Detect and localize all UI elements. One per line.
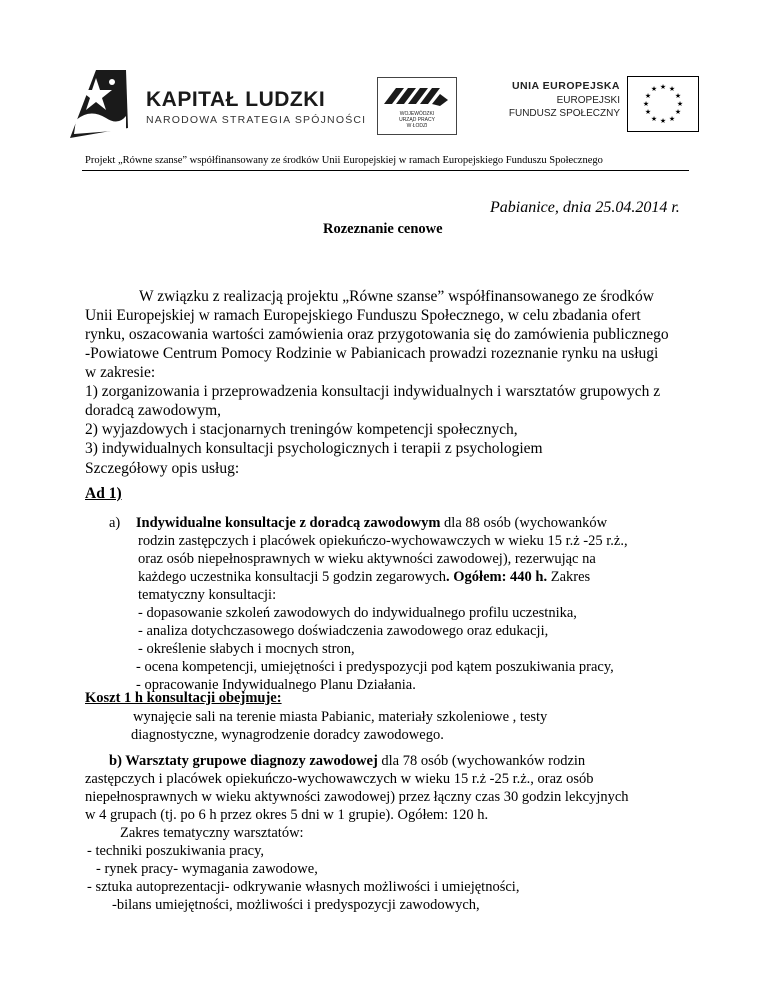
item-a-bullet: - dopasowanie szkoleń zawodowych do indywidualnego profilu uczestnika, [138, 605, 577, 621]
kapital-ludzki-logo [66, 68, 367, 140]
item-a-bullet: - opracowanie Indywidualnego Planu Działania. [136, 677, 416, 693]
eu-line-1: UNIA EUROPEJSKA [511, 80, 620, 92]
item-a-text: dla 88 osób (wychowanków [440, 515, 608, 531]
item-b-text: dla 78 osób (wychowanków rodzin [377, 753, 586, 769]
eu-line-2: EUROPEJSKI [556, 95, 620, 106]
eu-logo-text [488, 80, 620, 119]
intro-paragraph [85, 287, 695, 458]
intro-line: Unii Europejskiej w ramach Europejskiego Funduszu Społecznego, w celu zbadania ofert [85, 307, 641, 324]
item-b-line: zastępczych i placówek opiekuńczo-wychowawczych w wieku 15 r.ż -25 r.ż., oraz osób [85, 771, 594, 787]
intro-line: rynku, oszacowania wartości zamówienia oraz przygotowania się do zamówienia publicznego [85, 326, 669, 343]
intro-line: 3) indywidualnych konsultacji psychologicznych i terapii z psychologiem [85, 440, 543, 457]
svg-text:★: ★ [642, 100, 650, 108]
wup-logo [377, 77, 457, 135]
item-a-bullet: - ocena kompetencji, umiejętności i predyspozycji pod kątem poszukiwania pracy, [136, 659, 614, 675]
item-a [109, 514, 709, 694]
item-a-title: Indywidualne konsultacje z doradcą zawodowym [135, 515, 441, 531]
svg-text:★: ★ [659, 83, 667, 91]
place-date: Pabianice, dnia 25.04.2014 r. [490, 199, 680, 216]
item-b-line-1 [85, 752, 705, 770]
intro-line: 1) zorganizowania i przeprowadzenia konsultacji indywidualnych i warsztatów grupowych z [85, 383, 661, 400]
item-b-title: b) Warsztaty grupowe diagnozy zawodowej [109, 753, 378, 769]
item-a-scope-label: Zakres [547, 569, 591, 585]
wup-text [378, 111, 456, 129]
intro-line: -Powiatowe Centrum Pomocy Rodzinie w Pabianicach prowadzi rozeznanie rynku na usługi [85, 345, 659, 362]
cost-description [133, 708, 547, 744]
item-a-line-4 [138, 568, 709, 586]
item-b-line: w 4 grupach (tj. po 6 h przez okres 5 dni w 1 grupie). Ogółem: 120 h. [85, 807, 489, 823]
svg-text:★: ★ [668, 85, 676, 93]
eu-flag [627, 76, 699, 132]
item-a-line: rodzin zastępczych i placówek opiekuńczo-wychowawczych w wieku 15 r.ż -25 r.ż., [138, 533, 628, 549]
cost-line: diagnostyczne, wynagrodzenie doradcy zawodowego. [131, 727, 444, 743]
item-b [85, 752, 705, 914]
kapital-ludzki-subtitle: NARODOWA STRATEGIA SPÓJNOŚCI [146, 114, 367, 126]
svg-text:★: ★ [659, 117, 667, 125]
project-header-note: Projekt „Równe szanse” współfinansowany ze środków Unii Europejskiej w ramach Europejskiego Funduszu Społecznego [85, 155, 603, 166]
intro-line: W związku z realizacją projektu „Równe szanse” współfinansowanego ze środków [139, 288, 654, 305]
svg-text:★: ★ [674, 92, 682, 100]
item-b-bullet: -bilans umiejętności, możliwości i predyspozycji zawodowych, [112, 897, 480, 913]
eu-line-3: FUNDUSZ SPOŁECZNY [508, 108, 620, 119]
cost-line: wynajęcie sali na terenie miasta Pabianic, materiały szkoleniowe , testy [133, 709, 548, 725]
ad1-heading: Ad 1) [85, 485, 122, 502]
item-a-total: . Ogółem: 440 h. [446, 569, 548, 585]
kapital-ludzki-emblem-icon [66, 68, 132, 140]
wup-line-2: URZĄD PRACY [399, 117, 435, 123]
wup-line-1: WOJEWÓDZKI [399, 111, 435, 117]
svg-text:★: ★ [668, 115, 676, 123]
item-b-bullet: - techniki poszukiwania pracy, [87, 843, 265, 859]
services-heading: Szczegółowy opis usług: [85, 460, 240, 477]
svg-text:★: ★ [674, 108, 682, 116]
item-b-bullet: - rynek pracy- wymagania zawodowe, [96, 861, 318, 877]
item-b-scope: Zakres tematyczny warsztatów: [120, 825, 304, 841]
item-a-bullet: - analiza dotychczasowego doświadczenia zawodowego oraz edukacji, [138, 623, 549, 639]
intro-line: doradcą zawodowym, [85, 402, 222, 419]
item-b-line: niepełnosprawnych w wieku aktywności zawodowej) przez łączny czas 30 godzin lekcyjnych [85, 789, 629, 805]
kapital-ludzki-title: KAPITAŁ LUDZKI [146, 88, 326, 111]
svg-text:★: ★ [644, 92, 652, 100]
intro-line: 2) wyjazdowych i stacjonarnych treningów kompetencji społecznych, [85, 421, 518, 438]
svg-text:★: ★ [650, 85, 658, 93]
eu-stars-icon [628, 77, 698, 131]
item-a-bullet: - określenie słabych i mocnych stron, [138, 641, 355, 657]
intro-line: w zakresie: [85, 364, 156, 381]
cost-heading: Koszt 1 h konsultacji obejmuje: [85, 690, 282, 706]
item-a-marker: a) [109, 515, 121, 531]
svg-text:★: ★ [650, 115, 658, 123]
wup-emblem-icon [382, 82, 452, 110]
item-a-line-1 [109, 514, 709, 532]
item-a-hours-text: każdego uczestnika konsultacji 5 godzin zegarowych [138, 569, 447, 585]
wup-line-3: W ŁODZI [406, 123, 428, 129]
item-a-line: tematyczny konsultacji: [138, 587, 277, 603]
svg-text:★: ★ [644, 108, 652, 116]
item-a-line: oraz osób niepełnosprawnych w wieku aktywności zawodowej), rezerwując na [138, 551, 596, 567]
header-rule [82, 170, 689, 171]
document-title: Rozeznanie cenowe [323, 221, 443, 237]
item-b-bullet: - sztuka autoprezentacji- odkrywanie własnych możliwości i umiejętności, [87, 879, 520, 895]
svg-text:★: ★ [676, 100, 684, 108]
